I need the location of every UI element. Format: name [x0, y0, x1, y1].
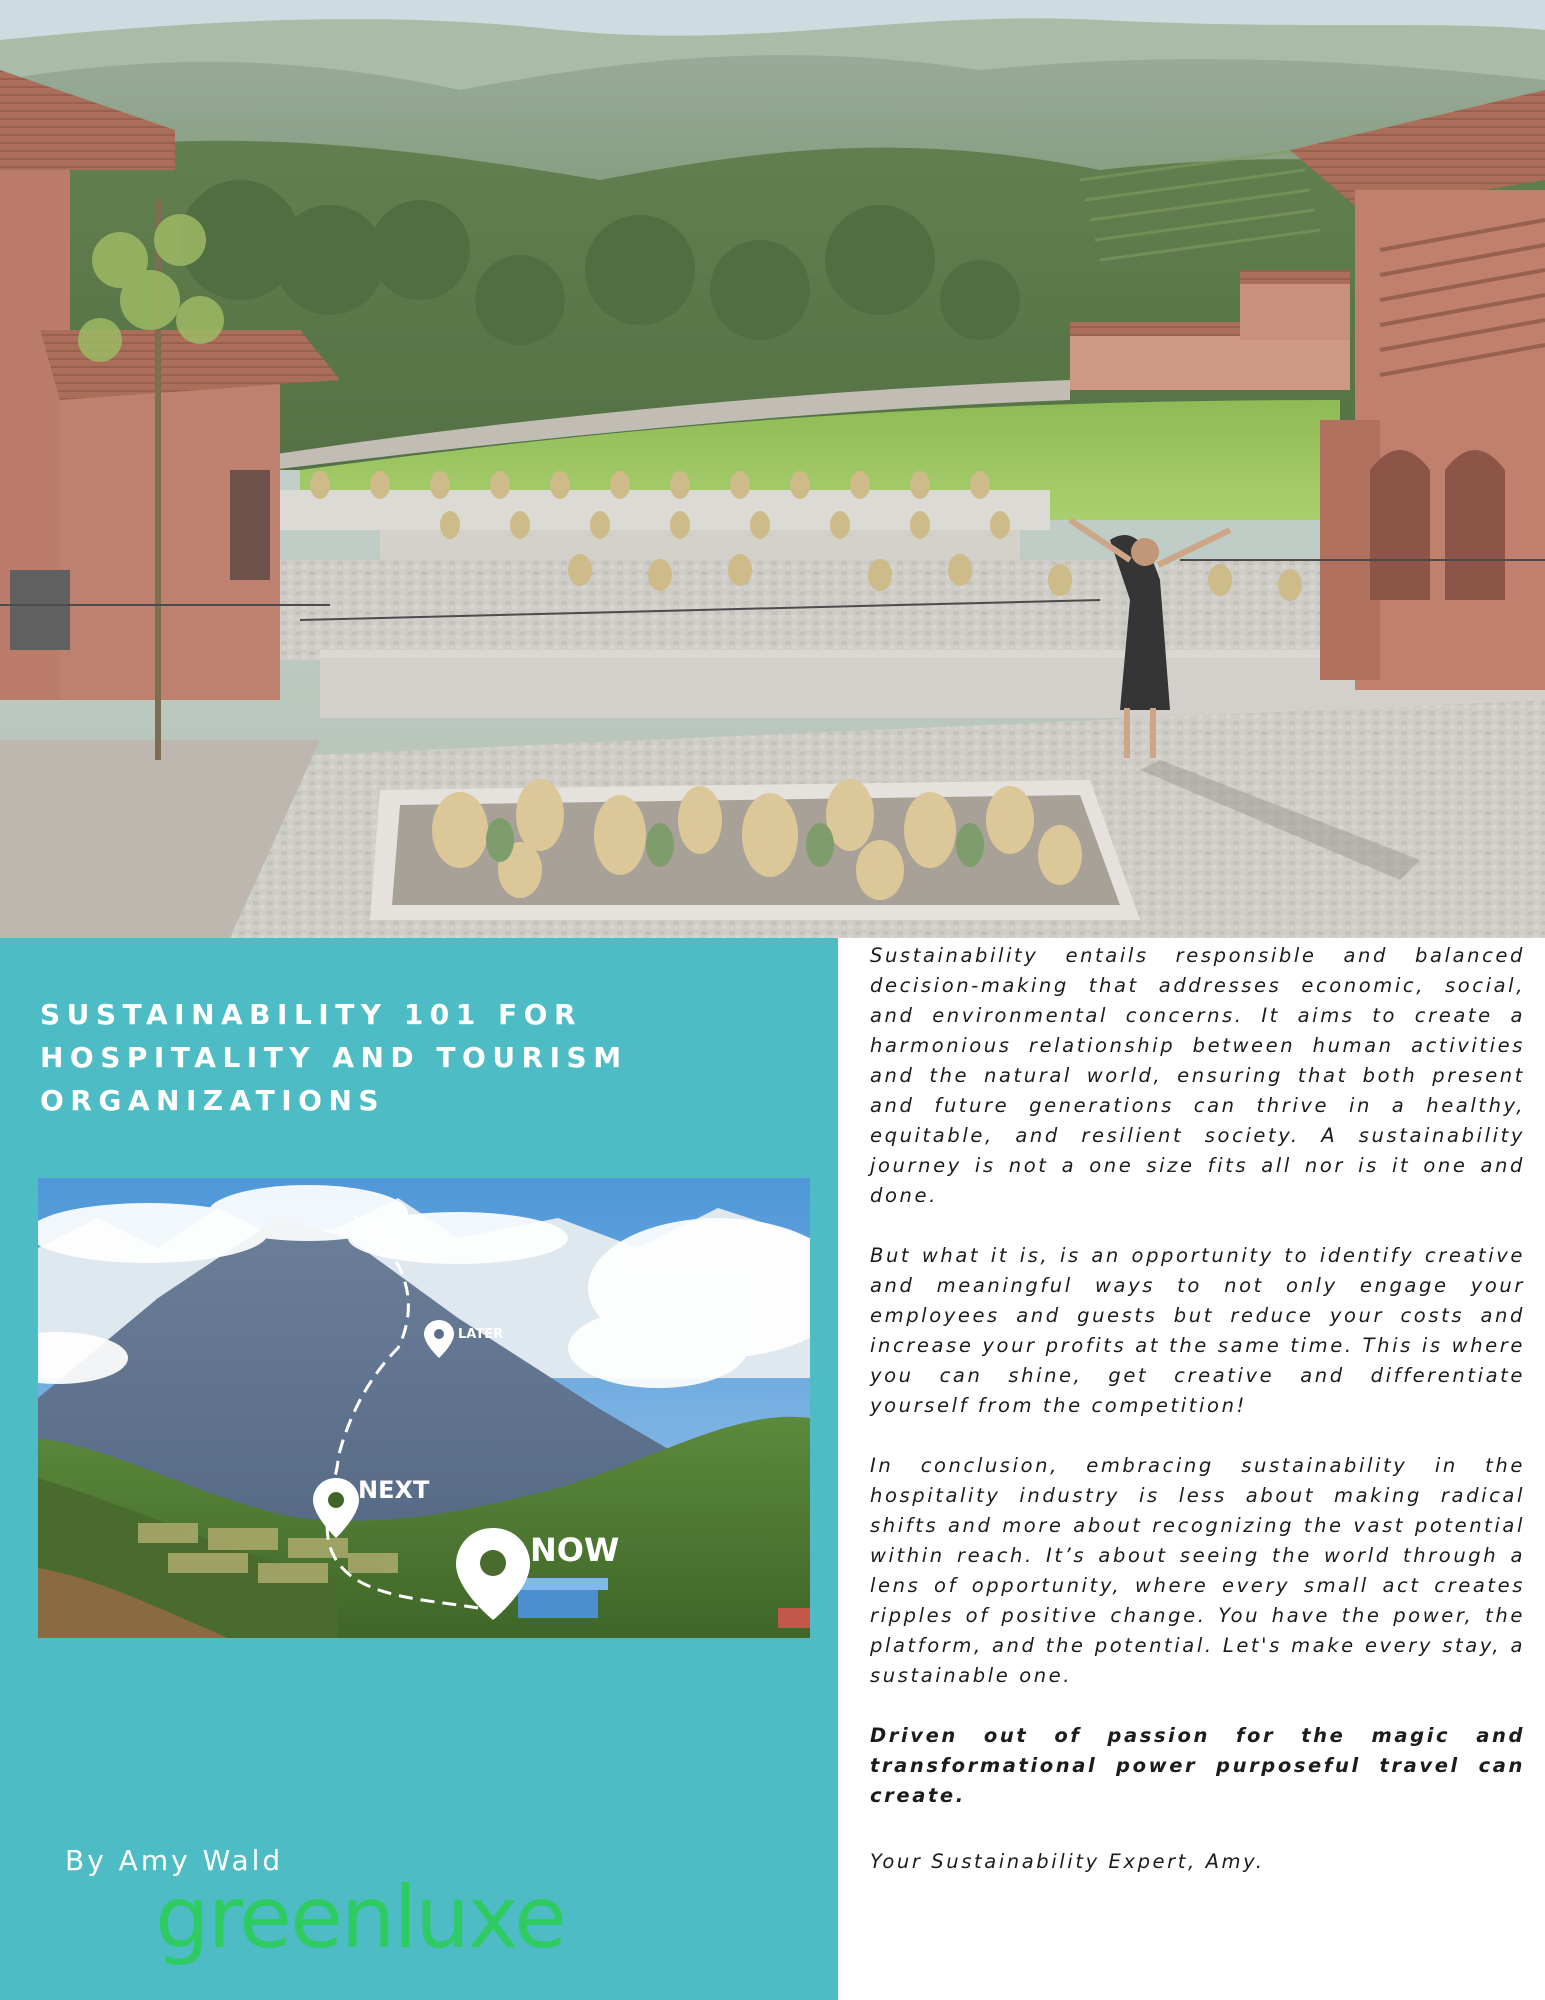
paragraph-1: Sustainability entails responsible and balanced decision-making that addresses economic, social, and environmental concerns. It aims to create a harmonious relationship between human activities and the natural world, ensuring that both present and future generations can thrive in a healthy, equitable, and resilient society. A sustainability journey is not a one size fits all nor is it one and done. — [870, 944, 1525, 1207]
next-marker-label: NEXT — [358, 1476, 430, 1504]
page-title — [40, 993, 800, 1122]
signature: Your Sustainability Expert, Amy. — [870, 1850, 1265, 1873]
paragraph-2: But what it is, is an opportunity to identify creative and meaningful ways to not only engage your employees and guests but reduce your costs and increase your profits at the same time. This is where you can shine, get creative and differentiate yourself from the competition! — [870, 1244, 1525, 1417]
title-line-2: HOSPITALITY AND TOURISM — [40, 1041, 628, 1074]
title-line-3: ORGANIZATIONS — [40, 1084, 386, 1117]
article-body — [870, 941, 1525, 1907]
paragraph-3: In conclusion, embracing sustainability in the hospitality industry is less about making radical shifts and more about recognizing the vast potential within reach. It’s about seeing the world through a lens of opportunity, where every small act creates ripples of positive change. You have the power, the platform, and the potential. Let's make every stay, a sustainable one. — [870, 1454, 1525, 1687]
later-marker-label: LATER — [458, 1327, 504, 1342]
title-panel — [0, 938, 838, 2000]
greenluxe-logo: greenluxe — [155, 1868, 565, 1968]
author-byline: By Amy Wald — [65, 1844, 284, 1877]
hillside-resort-terrace-photo — [0, 0, 1545, 938]
sustainability-journey-map-photo — [38, 1178, 810, 1638]
tagline: Driven out of passion for the magic and transformational power purposeful travel can create. — [870, 1724, 1525, 1807]
now-marker-label: NOW — [530, 1531, 620, 1569]
hero-photo — [0, 0, 1545, 938]
title-line-1: SUSTAINABILITY 101 FOR — [40, 998, 583, 1031]
